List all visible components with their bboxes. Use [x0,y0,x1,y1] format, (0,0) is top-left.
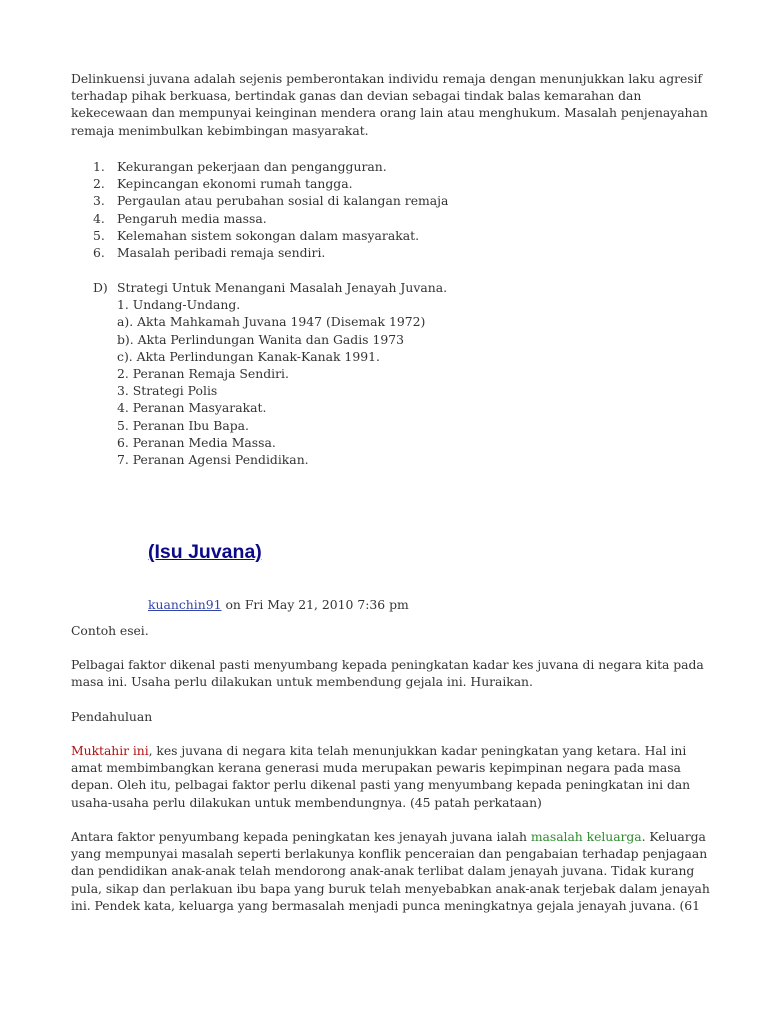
list-item: 2. Peranan Remaja Sendiri. [117,366,289,381]
highlight-phrase: masalah keluarga [530,829,642,844]
essay-question: Pelbagai faktor dikenal pasti menyumbang kepada peningkatan kadar kes juvana di negara kita pada masa ini. Usaha perlu dilakukan untuk membendung gejala ini. Huraikan. [71,657,704,690]
list-item: c). Akta Perlindungan Kanak-Kanak 1991. [117,348,380,364]
list-number: 1. [93,159,105,174]
list-item: 5. Peranan Ibu Bapa. [117,417,249,433]
list-item-text: Kepincangan ekonomi rumah tangga. [117,176,353,192]
list-item: 7. Peranan Agensi Pendidikan. [117,452,309,468]
author-link[interactable]: kuanchin91 [148,597,222,612]
highlight-phrase: Muktahir ini [71,743,149,758]
list-item-text: Kekurangan pekerjaan dan pengangguran. [117,159,387,174]
introduction-paragraph [71,742,711,811]
paragraph-text: , kes juvana di negara kita telah menunjukkan kadar peningkatan yang ketara. Hal ini amat membimbangkan kerana generasi muda merupakan pewaris kepimpinan negara pada masa depan. Oleh itu, pelbagai faktor perlu dikenal pasti yang menyumbang kepada peningkatan ini dan usaha-usaha perlu dilakukan untuk membendungnya. (45 patah perkataan) [71,743,691,810]
list-item [71,175,448,192]
list-item: b). Akta Perlindungan Wanita dan Gadis 1973 [117,331,405,347]
section-marker: D) [93,280,108,295]
strategy-heading: Strategi Untuk Menangani Masalah Jenayah Juvana. [117,280,448,295]
intro-paragraph: Delinkuensi juvana adalah sejenis pemberontakan individu remaja dengan menunjukkan laku agresif terhadap pihak berkuasa, bertindak ganas dan devian sebagai tindak balas kemarahan dan kekecewaan dan mempunyai keinginan mendera orang lain atau menghukum. Masalah penjenayahan remaja menimbulkan kebimbingan masyarakat. [71,71,708,138]
paragraph-text: Antara faktor penyumbang kepada peningkatan kes jenayah juvana ialah [71,829,531,844]
section-heading-pendahuluan: Pendahuluan [71,709,153,724]
list-item-text: Kelemahan sistem sokongan dalam masyarakat. [117,227,420,243]
list-item [71,210,448,227]
list-item: a). Akta Mahkamah Juvana 1947 (Disemak 1972) [117,314,426,330]
essay-label: Contoh esei. [71,623,149,638]
post-date: on Fri May 21, 2010 7:36 pm [221,597,409,612]
factor-paragraph [71,828,711,914]
list-item-text: Pergaulan atau perubahan sosial di kalangan remaja [117,193,449,209]
list-item: 1. Undang-Undang. [117,297,241,313]
list-item: 4. Peranan Masyarakat. [117,400,267,416]
causes-list [71,158,448,261]
list-item [71,158,448,175]
list-number: 3. [93,193,105,209]
list-item: 3. Strategi Polis [117,383,218,399]
post-title-link[interactable]: (Isu Juvana) [148,541,262,563]
list-item [71,192,448,209]
list-item [71,244,448,261]
list-item [71,227,448,244]
list-number: 4. [93,210,105,226]
list-item: 6. Peranan Media Massa. [117,434,276,450]
list-number: 5. [93,227,105,243]
strategy-list [117,296,425,468]
list-item-text: Masalah peribadi remaja sendiri. [117,245,326,261]
paragraph-text: . Keluarga yang mempunyai masalah seperti berlakunya konflik penceraian dan pengabaian terhadap penjagaan dan pendidikan anak-anak telah mendorong anak-anak terlibat dalam jenayah juvana. Tidak kurang pula, sikap dan perlakuan ibu bapa yang buruk telah menyebabkan anak-anak terjebak dalam jenayah ini. Pendek kata, keluarga yang bermasalah menjadi punca meningkatnya gejala jenayah juvana. (61 [71,829,710,913]
post-byline [148,596,409,613]
list-item-text: Pengaruh media massa. [117,210,267,226]
list-number: 6. [93,245,105,261]
list-number: 2. [93,176,105,192]
